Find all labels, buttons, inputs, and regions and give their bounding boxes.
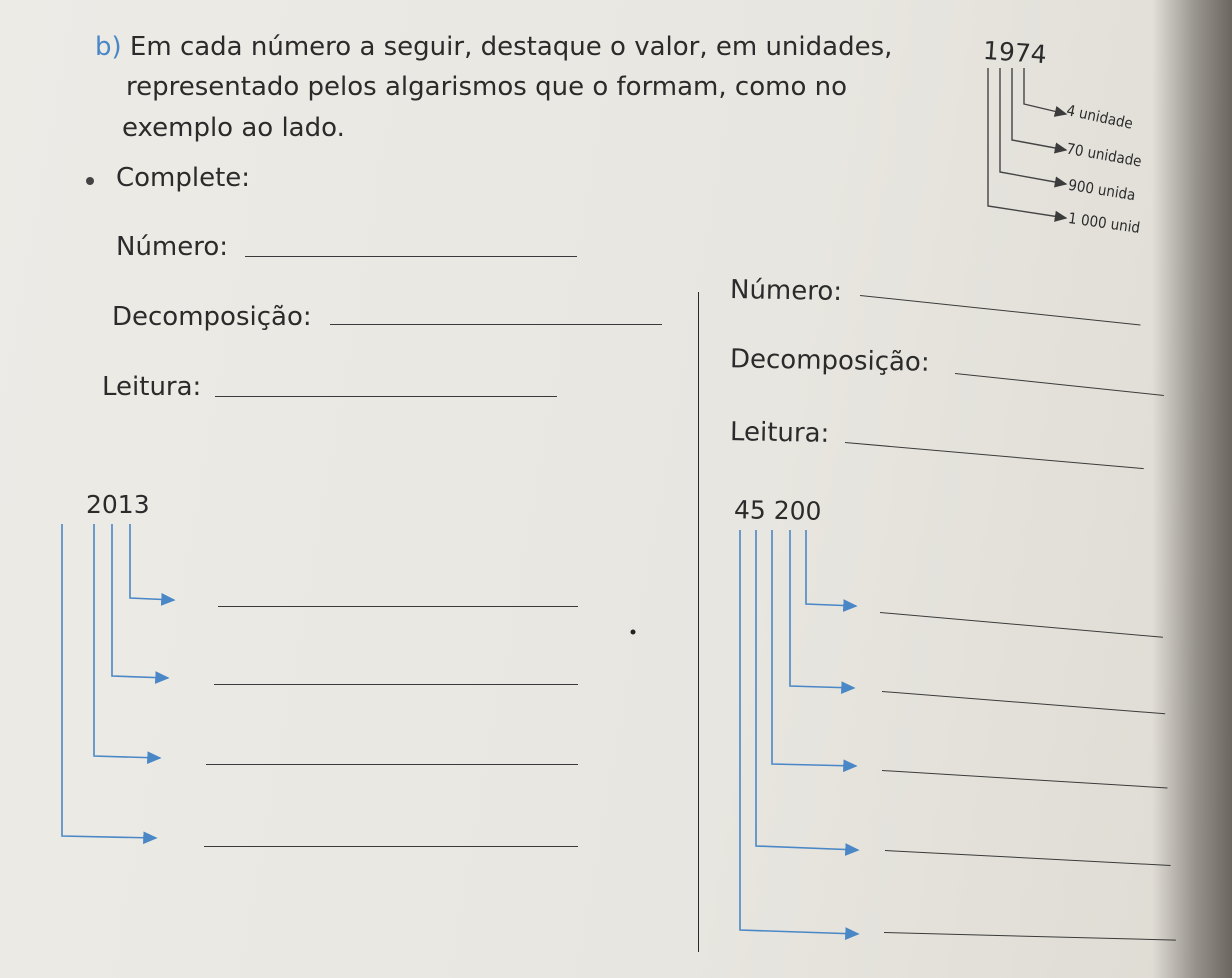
example-arrow-tens — [1012, 68, 1066, 150]
right-arrow-units — [806, 530, 856, 606]
complete-label: Complete: — [116, 163, 251, 193]
left-arrow-tens — [112, 524, 168, 678]
instruction-line-1: b) Em cada número a seguir, destaque o valor, em unidades, — [95, 32, 893, 62]
instruction-line-2: representado pelos algarismos que o formam, como no — [126, 72, 848, 102]
instruction-line-3: exemplo ao lado. — [122, 113, 345, 143]
right-numero-label: Número: — [729, 275, 843, 307]
left-decomposicao-label: Decomposição: — [112, 302, 312, 332]
example-label-tens: 70 unidade — [1065, 139, 1144, 171]
exercise-left-number: 2013 — [86, 490, 150, 519]
right-leitura-label: Leitura: — [729, 417, 830, 449]
right-arrow-ten-thousands — [740, 530, 858, 934]
right-arrow-tens — [790, 530, 854, 688]
example-arrow-units — [1024, 68, 1066, 114]
left-numero-label: Número: — [116, 232, 229, 262]
page-edge-shadow — [1152, 0, 1232, 978]
example-arrow-hundreds — [1000, 68, 1066, 184]
exercise-right-number: 45 200 — [733, 495, 822, 526]
left-arrow-units — [130, 524, 174, 600]
left-leitura-label: Leitura: — [102, 372, 202, 402]
example-label-thousands: 1 000 unid — [1067, 209, 1142, 237]
example-label-units: 4 unidade — [1064, 101, 1135, 133]
right-decomposicao-label: Decomposição: — [729, 344, 930, 378]
item-prefix: b) — [95, 32, 122, 62]
left-arrow-hundreds — [94, 524, 160, 758]
right-arrow-hundreds — [772, 530, 856, 766]
example-label-hundreds: 900 unida — [1067, 175, 1137, 205]
left-arrow-thousands — [62, 524, 156, 838]
example-number: 1974 — [982, 35, 1048, 70]
ink-dot — [631, 630, 636, 635]
